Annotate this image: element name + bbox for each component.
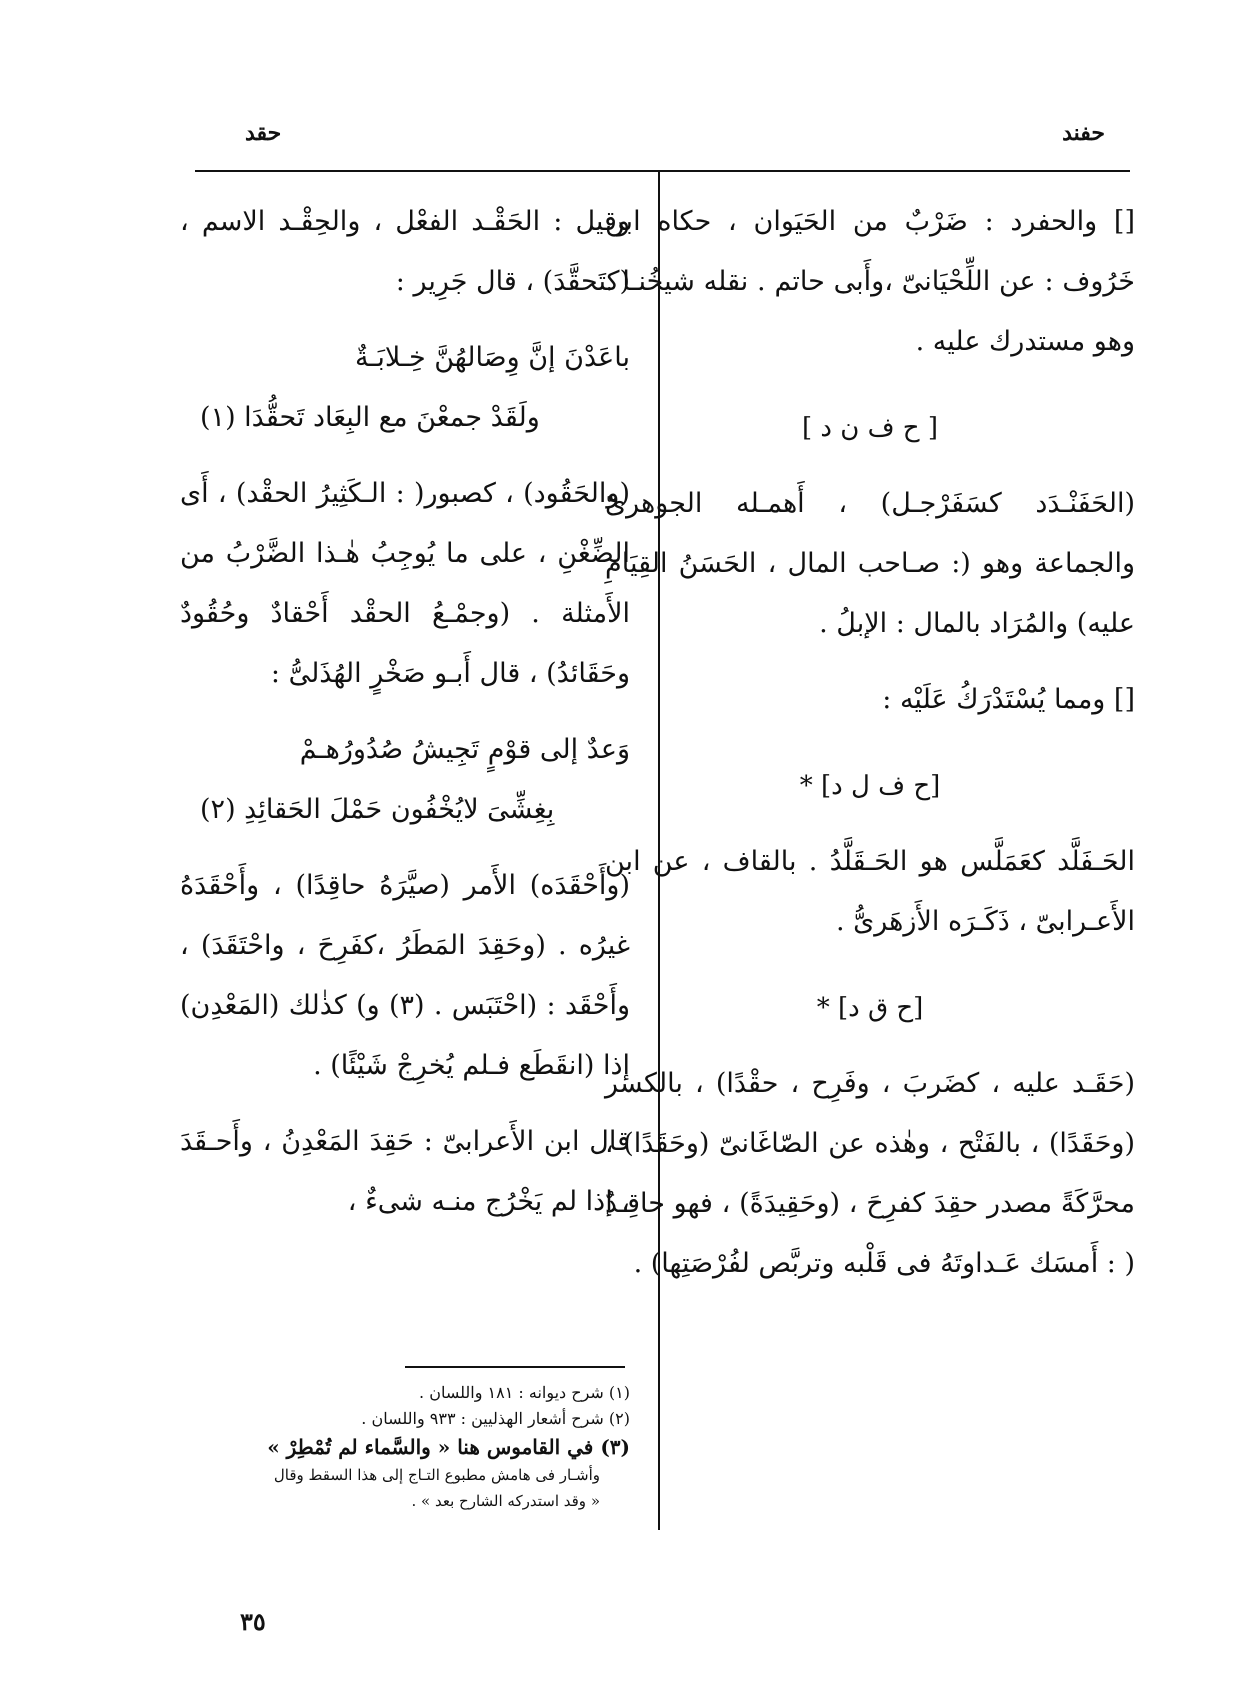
addendum-note: [] ومما يُسْتَدْرَكُ عَلَيْه : [882,684,1135,715]
entry-haqd-definition: وقيل : الحَقْـد الفعْل ، والحِقْـد الاسم ، (كتَحقَّدَ) ، قال جَرِير : [180,206,630,297]
verse-line: باعَدْنَ إنَّ وِصَالهُنَّ خِـلابَـةٌ [355,342,630,373]
header-rule [195,170,1130,172]
entry-haqud: (والحَقُود) ، كصبور( : الـكَثِيرُ الحقْد) ، أَى الضِّغْنِ ، على ما يُوجِبُ هٰـذا الضَّرْبُ من الأَمثلة . (وجمْـعُ الحقْد أَحْقادٌ وحُقُودٌ وحَقَائدُ) ، قال أَبـو صَخْرٍ الهُذَلىُّ : [180,478,630,689]
entry-ibn-al-arabi: قال ابن الأَعرابىّ : حَقِدَ المَعْدِنُ ، وأَحـقَدَ ، إذا لم يَخْرُج منـه شىءٌ ، [180,1126,630,1217]
verse-line: وَعدٌ إلى قوْمٍ تَجِيشُ صُدُورُهـمْ [299,734,630,765]
footnote-1: (١) شرح ديوانه : ١٨١ واللسان . [419,1383,630,1402]
entry-hafrad: [] والحفرد : ضَرْبٌ من الحَيَوان ، حكاه ابن خَرُوف : عن اللِّحْيَانىّ ،وأَبى حاتم . نقله شيخُنـا . وهو مستدرك عليه . [605,206,1135,357]
footnote-rule [405,1366,625,1368]
footnotes [180,1380,630,1514]
verse-jarir [180,328,630,448]
left-column [180,192,630,1232]
right-column [605,192,1135,1294]
entry-hafallad: الحَـفَلَّد كعَمَلَّس هو الحَـقَلَّدُ . بالقاف ، عن ابن الأَعـرابىّ ، ذَكَـرَه الأَزهَرىُّ . [605,846,1135,937]
verse-line: بِغِشِّىَ لايُخْفُون حَمْلَ الحَقائِدِ (٢) [200,794,555,825]
heading-hqd: [ح ق د] * [816,993,924,1023]
footnote-3-continued: وأشـار فى هامش مطبوع التـاج إلى هذا السقط وقال [273,1466,600,1484]
entry-ahqadahu: (وأَحْقَدَه) الأَمر (صيَّرَهُ حاقِدًا) ، وأَحْقَدَهُ غيرُه . (وحَقِدَ المَطَرُ ،كفَرِحَ ، واحْتَقَدَ) ، وأَحْقَد : (احْتَبَس . (٣) و) كذٰلك (المَعْدِن) إذا (انقَطَع فـلم يُخرِجْ شَيْئًا) . [180,870,630,1081]
footnote-3: (٣) في القاموس هنا « والسَّماء لم تُمْطِرْ » [267,1435,630,1459]
verse-abu-sakhr [180,720,630,840]
entry-haqad: (حَقَـد عليه ، كضَربَ ، وفَرِح ، حقْدًا) ، بالكسر (وحَقَدًا) ، بالفَتْح ، وهٰذه عن الصّاغَانىّ (وحَقَدًا) ، محرَّكَةً مصدر حقِدَ كفرِحَ ، (وحَقِيدَةً) ، فهو حاقِـدٌ ( : أَمسَك عَـداوتَهُ فى قَلْبه وتربَّص لفُرْصَتِها) . [605,1068,1135,1279]
running-head-right: حفند [1062,120,1105,146]
page-number: ٣٥ [240,1607,266,1636]
entry-hafandad: (الحَفَنْـدَد كسَفَرْجـل) ، أَهمـله الجوهرىّ والجماعة وهو (: صـاحب المال ، الحَسَنُ القِيَامِ عليه) والمُرَاد بالمال : الإبلُ . [605,488,1135,639]
heading-hfld: [ح ف ل د] * [799,771,941,801]
running-head-left: حقد [245,120,282,146]
footnote-3-continued: « وقد استدركه الشارح بعد » . [411,1492,600,1510]
footnote-2: (٢) شرح أشعار الهذليين : ٩٣٣ واللسان . [361,1409,630,1428]
heading-hfnd: [ ح ف ن د ] [801,413,939,443]
verse-line: ولَقَدْ جمعْنَ مع البِعَاد تَحقُّدَا (١) [200,402,540,433]
